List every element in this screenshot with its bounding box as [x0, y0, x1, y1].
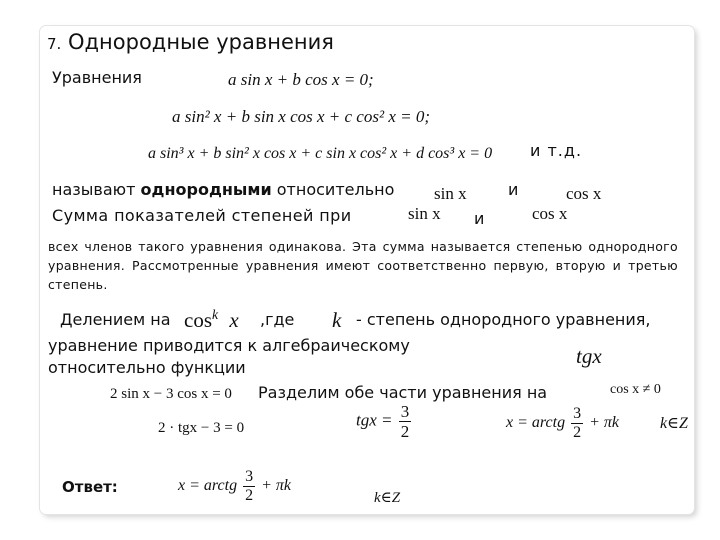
- tg-denominator: 2: [400, 422, 410, 441]
- division-line-2: уравнение приводится к алгебраическому: [48, 336, 410, 355]
- section-number: 7.: [47, 35, 62, 53]
- cos-label: cos: [184, 308, 212, 332]
- equation-third-degree: a sin³ x + b sin² x cos x + c sin x cos² x + d cos³ x = 0: [148, 145, 493, 162]
- solution-denominator: 2: [573, 424, 582, 441]
- tg-numerator: 3: [400, 402, 410, 421]
- sinx-term-2: sin x: [408, 204, 441, 223]
- degree-paragraph: всех членов такого уравнения одинакова. Эта сумма называется степенью однородного уравнения. Рассмотренные уравнения имеют соответственно первую, вторую и третью степень.: [48, 239, 678, 292]
- equation-first-degree: a sin x + b cos x = 0;: [228, 70, 374, 89]
- x-solution: [506, 406, 619, 441]
- cos-power-k: [184, 308, 239, 333]
- and-word-2: и: [474, 209, 485, 228]
- answer-k-in-z: k∈Z: [374, 490, 401, 506]
- tgx-function: tgx: [576, 344, 602, 368]
- and-word: и: [508, 180, 519, 199]
- definition-bold-term: однородными: [140, 180, 272, 199]
- x-variable: x: [229, 308, 239, 332]
- sinx-term: sin x: [434, 184, 467, 203]
- where-word: ,где: [260, 310, 295, 329]
- section-heading: [47, 30, 334, 54]
- answer-rhs: + πk: [261, 477, 291, 495]
- intro-label: Уравнения: [52, 68, 142, 87]
- solution-numerator: 3: [573, 405, 582, 422]
- answer-lhs: x = arctg: [178, 477, 238, 495]
- etc-label: и т.д.: [530, 141, 583, 160]
- cosx-term: cos x: [566, 184, 602, 203]
- cosx-term-2: cos x: [532, 204, 568, 223]
- solution-lhs: x = arctg: [506, 414, 566, 432]
- k-symbol: k: [332, 308, 342, 332]
- answer-formula: [178, 469, 291, 504]
- definition-word: называют: [52, 180, 136, 199]
- example-equation: 2 sin x − 3 cos x = 0: [110, 386, 232, 402]
- degree-description: - степень однородного уравнения,: [356, 310, 651, 329]
- definition-line-1: [52, 180, 394, 199]
- k-in-z: k∈Z: [660, 415, 688, 432]
- section-title: Однородные уравнения: [68, 30, 334, 54]
- tg-lhs: tgx =: [356, 410, 393, 430]
- definition-relative: относительно: [276, 180, 395, 199]
- answer-numerator: 3: [245, 468, 254, 485]
- division-lead: Делением на: [60, 310, 171, 329]
- answer-label: Ответ:: [62, 478, 118, 496]
- definition-line-2: Сумма показателей степеней при: [52, 206, 352, 225]
- divide-instruction: Разделим обе части уравнения на: [258, 383, 548, 402]
- answer-denominator: 2: [245, 487, 254, 504]
- tg-solution: [356, 403, 413, 440]
- solution-rhs: + πk: [589, 414, 619, 432]
- cos-nonzero-condition: cos x ≠ 0: [610, 382, 661, 397]
- division-line-3: относительно функции: [48, 358, 246, 377]
- equation-second-degree: a sin² x + b sin x cos x + c cos² x = 0;: [172, 107, 430, 126]
- k-superscript: k: [212, 307, 219, 322]
- tg-equation: 2 · tgx − 3 = 0: [158, 420, 245, 436]
